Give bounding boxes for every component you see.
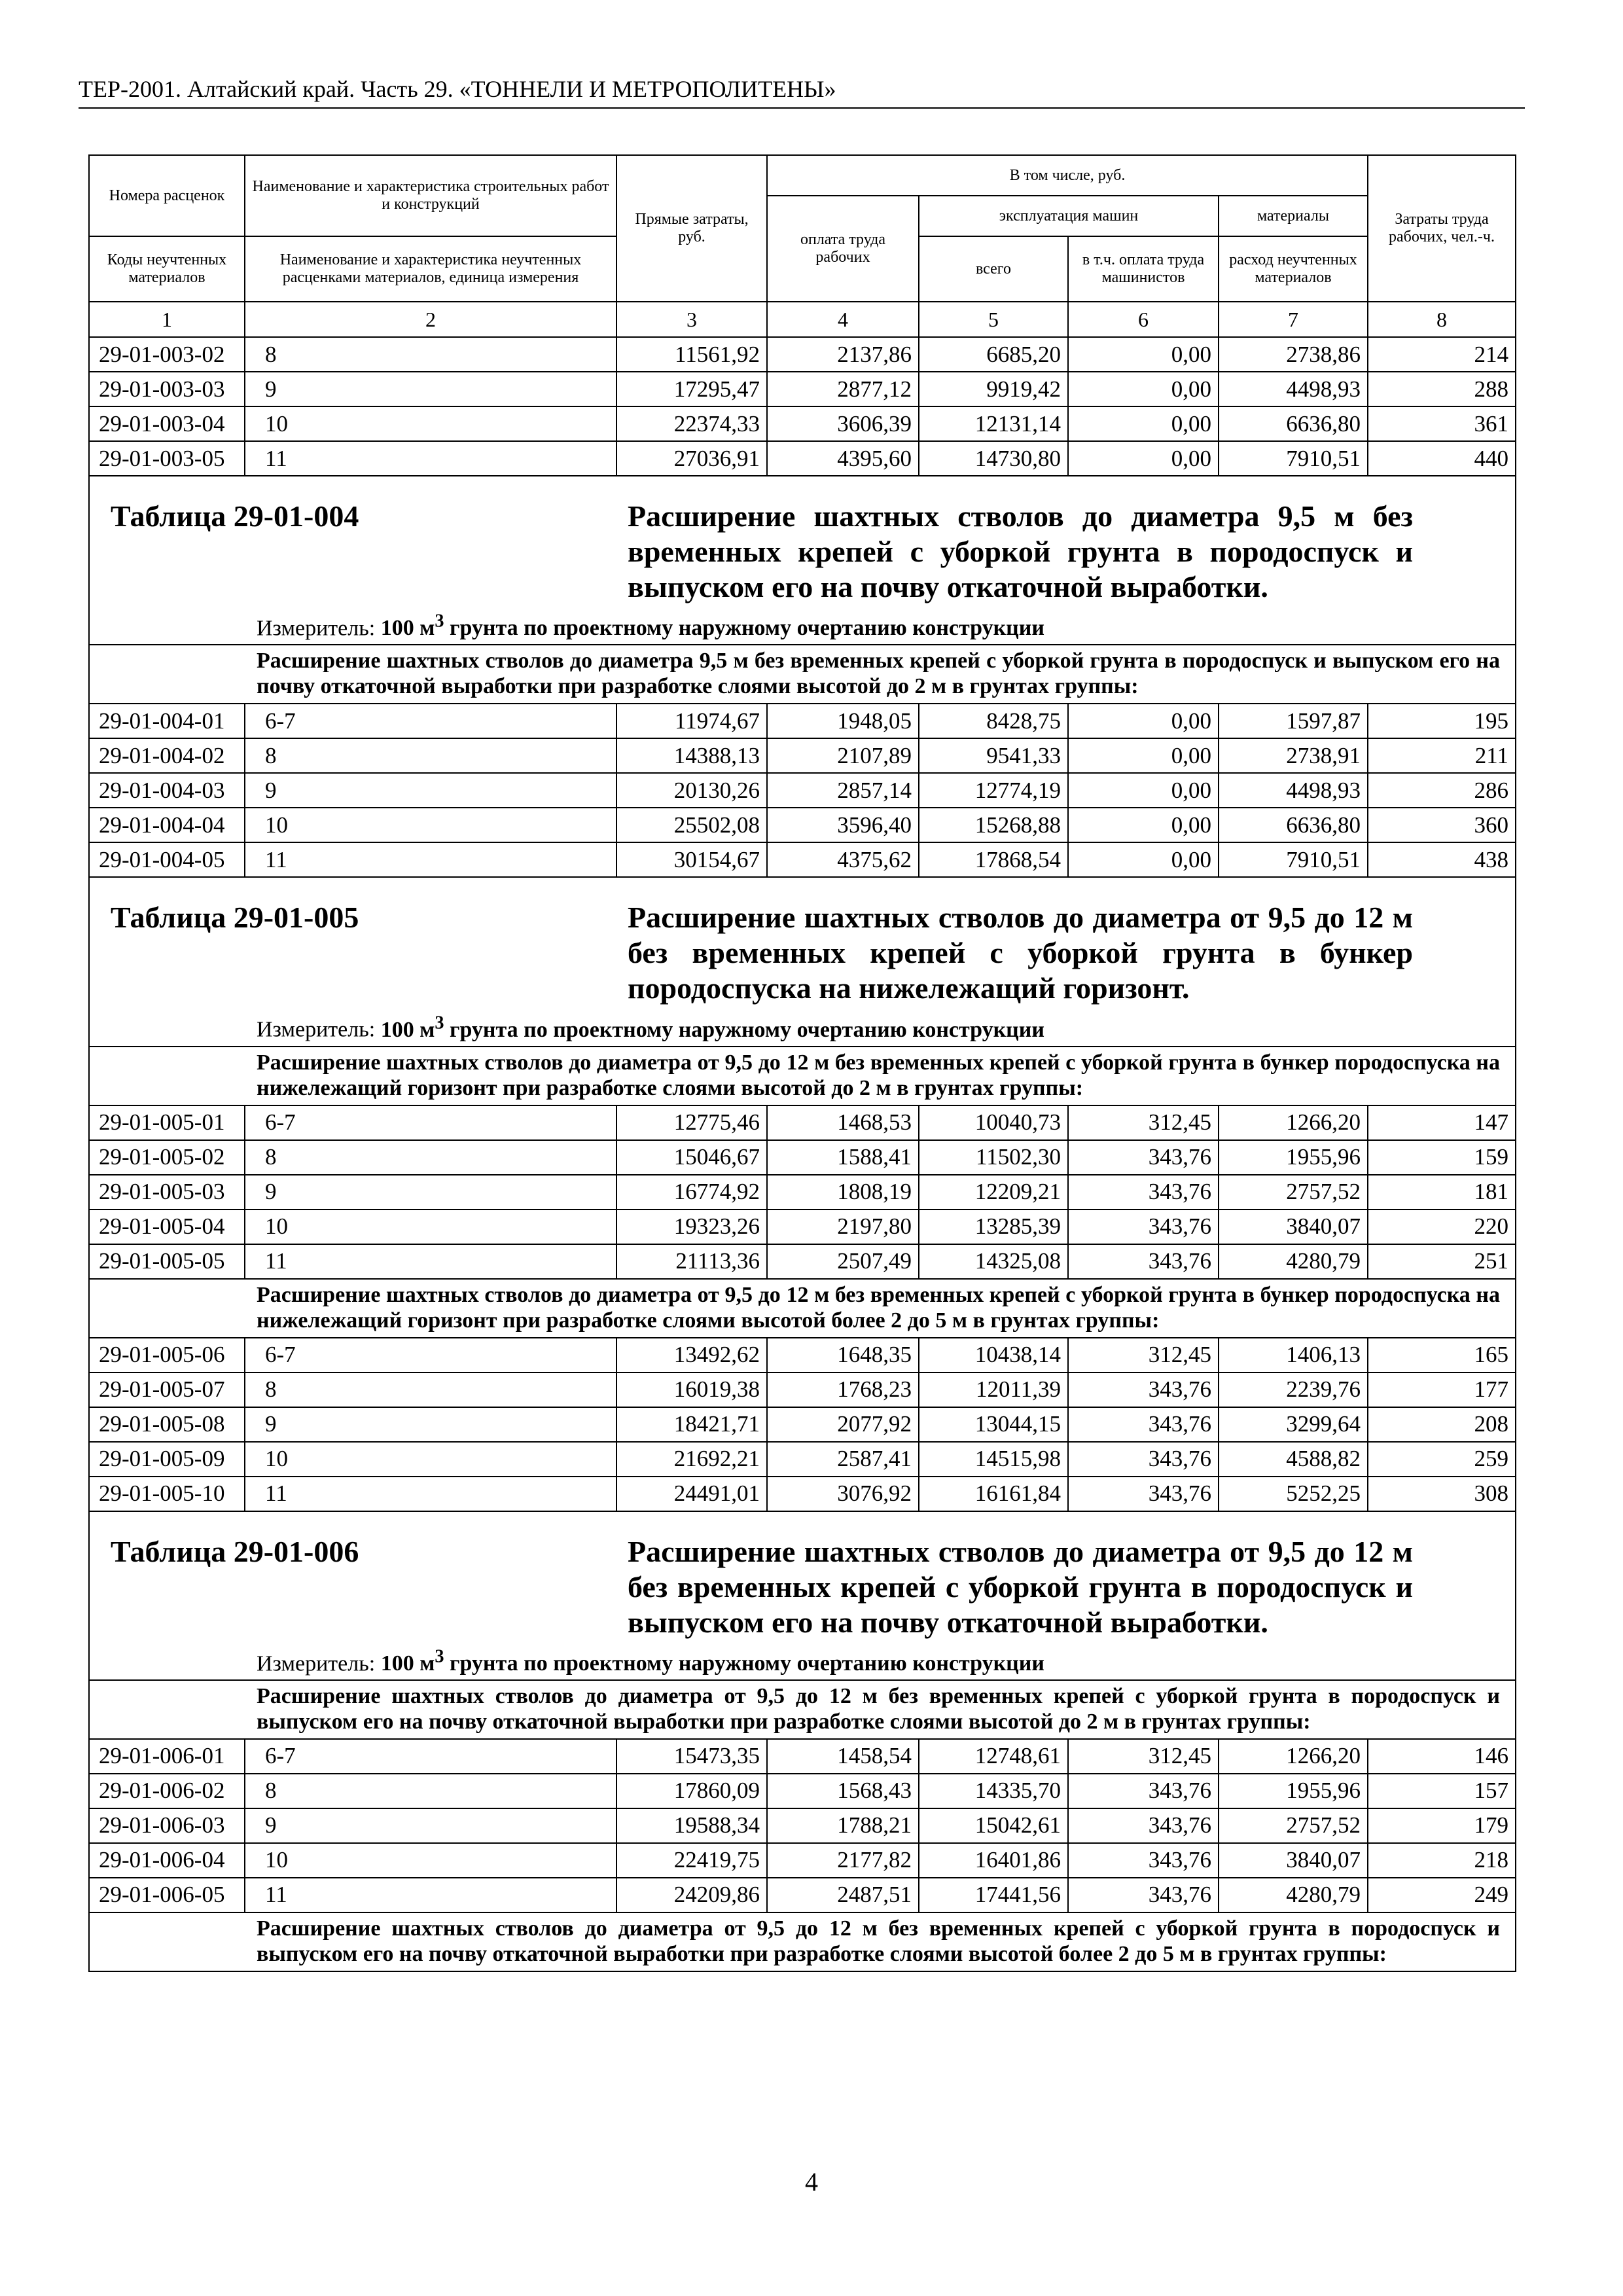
cell-materials: 1955,96 bbox=[1219, 1774, 1368, 1808]
cell-machines: 12011,39 bbox=[919, 1372, 1068, 1407]
col-including: В том числе, руб. bbox=[767, 155, 1368, 196]
cell-code: 29-01-004-03 bbox=[89, 773, 245, 808]
cell-code: 29-01-005-05 bbox=[89, 1244, 245, 1279]
cell-group: 11 bbox=[245, 842, 616, 877]
cell-code: 29-01-003-03 bbox=[89, 372, 245, 406]
cell-machines: 12748,61 bbox=[919, 1739, 1068, 1774]
cell-code: 29-01-004-05 bbox=[89, 842, 245, 877]
column-number: 1 bbox=[89, 302, 245, 337]
cell-wages: 3076,92 bbox=[767, 1477, 919, 1511]
cell-machines: 14325,08 bbox=[919, 1244, 1068, 1279]
section-heading: Расширение шахтных стволов до диаметра от 9,5 до 12 м без временных крепей с уборкой грунта в породоспуск и выпуском его на почву откаточной выработки при разработке слоями высотой до 2 м в грунтах группы: bbox=[257, 1683, 1500, 1734]
cell-materials: 2239,76 bbox=[1219, 1372, 1368, 1407]
cell-labor: 181 bbox=[1368, 1175, 1516, 1210]
cell-direct: 12775,46 bbox=[616, 1105, 767, 1140]
meter-qty: 100 м bbox=[380, 1651, 435, 1676]
table-row bbox=[89, 1843, 1516, 1878]
section-cell bbox=[89, 1047, 1516, 1105]
cell-group: 8 bbox=[245, 738, 616, 773]
cell-machines: 6685,20 bbox=[919, 337, 1068, 372]
col-material-name: Наименование и характеристика неучтенных расценками материалов, единица измерения bbox=[245, 236, 616, 302]
cell-wages: 2587,41 bbox=[767, 1442, 919, 1477]
table-row bbox=[89, 842, 1516, 877]
unit-of-measure bbox=[257, 1010, 1515, 1043]
col-labor-costs: Затраты труда рабочих, чел.-ч. bbox=[1368, 155, 1516, 302]
rates-table bbox=[88, 154, 1516, 1972]
column-number: 8 bbox=[1368, 302, 1516, 337]
meter-exponent: 3 bbox=[435, 1646, 444, 1667]
table-row bbox=[89, 1407, 1516, 1442]
cell-group: 8 bbox=[245, 337, 616, 372]
cell-operators: 343,76 bbox=[1068, 1878, 1219, 1912]
cell-code: 29-01-006-02 bbox=[89, 1774, 245, 1808]
cell-materials: 1266,20 bbox=[1219, 1105, 1368, 1140]
cell-machines: 13044,15 bbox=[919, 1407, 1068, 1442]
table-header bbox=[89, 155, 1516, 337]
cell-materials: 7910,51 bbox=[1219, 441, 1368, 476]
cell-wages: 2877,12 bbox=[767, 372, 919, 406]
cell-group: 9 bbox=[245, 372, 616, 406]
cell-wages: 1648,35 bbox=[767, 1338, 919, 1372]
cell-labor: 438 bbox=[1368, 842, 1516, 877]
cell-materials: 4498,93 bbox=[1219, 372, 1368, 406]
meter-quantity bbox=[380, 1013, 1044, 1042]
table-heading-cell bbox=[89, 1511, 1516, 1644]
table-title: Расширение шахтных стволов до диаметра 9,5 м без временных крепей с уборкой грунта в породоспуск и выпуском его на почву откаточной выработки. bbox=[628, 499, 1413, 603]
cell-labor: 251 bbox=[1368, 1244, 1516, 1279]
cell-materials: 1406,13 bbox=[1219, 1338, 1368, 1372]
cell-machines: 14730,80 bbox=[919, 441, 1068, 476]
table-heading-cell bbox=[89, 476, 1516, 609]
cell-operators: 0,00 bbox=[1068, 842, 1219, 877]
cell-wages: 4375,62 bbox=[767, 842, 919, 877]
cell-group: 10 bbox=[245, 808, 616, 842]
meter-label: Измеритель: bbox=[257, 1651, 381, 1676]
table-row bbox=[89, 337, 1516, 372]
table-row bbox=[89, 1244, 1516, 1279]
cell-group: 6-7 bbox=[245, 704, 616, 738]
cell-group: 9 bbox=[245, 773, 616, 808]
cell-labor: 259 bbox=[1368, 1442, 1516, 1477]
section-heading: Расширение шахтных стволов до диаметра от 9,5 до 12 м без временных крепей с уборкой грунта в породоспуск и выпуском его на почву откаточной выработки при разработке слоями высотой более 2 до 5 м в грунтах группы: bbox=[257, 1916, 1500, 1966]
table-row bbox=[89, 372, 1516, 406]
meter-cell bbox=[89, 609, 1516, 645]
cell-materials: 4588,82 bbox=[1219, 1442, 1368, 1477]
column-number: 3 bbox=[616, 302, 767, 337]
cell-direct: 17860,09 bbox=[616, 1774, 767, 1808]
cell-direct: 21692,21 bbox=[616, 1442, 767, 1477]
cell-group: 11 bbox=[245, 1244, 616, 1279]
cell-wages: 1568,43 bbox=[767, 1774, 919, 1808]
cell-direct: 15046,67 bbox=[616, 1140, 767, 1175]
section-cell bbox=[89, 645, 1516, 704]
cell-machines: 9541,33 bbox=[919, 738, 1068, 773]
table-body bbox=[89, 337, 1516, 1971]
cell-code: 29-01-005-04 bbox=[89, 1210, 245, 1244]
col-direct-costs: Прямые затраты, руб. bbox=[616, 155, 767, 302]
cell-operators: 343,76 bbox=[1068, 1140, 1219, 1175]
col-machine-operation: эксплуатация машин bbox=[919, 196, 1219, 236]
cell-labor: 146 bbox=[1368, 1739, 1516, 1774]
cell-machines: 9919,42 bbox=[919, 372, 1068, 406]
cell-materials: 3840,07 bbox=[1219, 1210, 1368, 1244]
cell-wages: 2507,49 bbox=[767, 1244, 919, 1279]
cell-labor: 195 bbox=[1368, 704, 1516, 738]
cell-operators: 0,00 bbox=[1068, 441, 1219, 476]
cell-machines: 11502,30 bbox=[919, 1140, 1068, 1175]
cell-labor: 157 bbox=[1368, 1774, 1516, 1808]
cell-operators: 343,76 bbox=[1068, 1372, 1219, 1407]
table-row bbox=[89, 773, 1516, 808]
cell-operators: 0,00 bbox=[1068, 704, 1219, 738]
cell-code: 29-01-004-02 bbox=[89, 738, 245, 773]
cell-labor: 218 bbox=[1368, 1843, 1516, 1878]
meter-description: грунта по проектному наружному очертанию конструкции bbox=[444, 1651, 1044, 1676]
cell-code: 29-01-005-08 bbox=[89, 1407, 245, 1442]
cell-direct: 19588,34 bbox=[616, 1808, 767, 1843]
cell-machines: 14515,98 bbox=[919, 1442, 1068, 1477]
cell-labor: 159 bbox=[1368, 1140, 1516, 1175]
cell-labor: 208 bbox=[1368, 1407, 1516, 1442]
table-heading-cell bbox=[89, 877, 1516, 1010]
cell-group: 10 bbox=[245, 1843, 616, 1878]
section-heading: Расширение шахтных стволов до диаметра 9,5 м без временных крепей с уборкой грунта в породоспуск и выпуском его на почву откаточной выработки при разработке слоями высотой до 2 м в грунтах группы: bbox=[257, 649, 1500, 699]
cell-group: 6-7 bbox=[245, 1739, 616, 1774]
meter-quantity bbox=[380, 611, 1044, 641]
cell-code: 29-01-006-01 bbox=[89, 1739, 245, 1774]
cell-group: 9 bbox=[245, 1407, 616, 1442]
meter-cell bbox=[89, 1010, 1516, 1046]
cell-direct: 30154,67 bbox=[616, 842, 767, 877]
col-rate-numbers: Номера расценок bbox=[89, 155, 245, 236]
cell-direct: 15473,35 bbox=[616, 1739, 767, 1774]
cell-wages: 2177,82 bbox=[767, 1843, 919, 1878]
cell-group: 10 bbox=[245, 1210, 616, 1244]
cell-group: 8 bbox=[245, 1140, 616, 1175]
unit-of-measure bbox=[257, 1644, 1515, 1677]
col-work-name: Наименование и характеристика строительных работ и конструкций bbox=[245, 155, 616, 236]
cell-labor: 211 bbox=[1368, 738, 1516, 773]
cell-operators: 343,76 bbox=[1068, 1175, 1219, 1210]
table-heading bbox=[111, 1534, 1501, 1640]
cell-direct: 16774,92 bbox=[616, 1175, 767, 1210]
cell-machines: 15268,88 bbox=[919, 808, 1068, 842]
cell-wages: 2197,80 bbox=[767, 1210, 919, 1244]
table-row bbox=[89, 1175, 1516, 1210]
cell-group: 8 bbox=[245, 1372, 616, 1407]
table-row bbox=[89, 406, 1516, 441]
cell-materials: 6636,80 bbox=[1219, 406, 1368, 441]
cell-direct: 21113,36 bbox=[616, 1244, 767, 1279]
cell-direct: 27036,91 bbox=[616, 441, 767, 476]
cell-operators: 343,76 bbox=[1068, 1244, 1219, 1279]
cell-operators: 343,76 bbox=[1068, 1774, 1219, 1808]
cell-wages: 3596,40 bbox=[767, 808, 919, 842]
cell-operators: 0,00 bbox=[1068, 808, 1219, 842]
cell-wages: 1468,53 bbox=[767, 1105, 919, 1140]
cell-code: 29-01-003-02 bbox=[89, 337, 245, 372]
cell-materials: 7910,51 bbox=[1219, 842, 1368, 877]
cell-labor: 214 bbox=[1368, 337, 1516, 372]
section-cell bbox=[89, 1680, 1516, 1739]
cell-wages: 2487,51 bbox=[767, 1878, 919, 1912]
cell-operators: 0,00 bbox=[1068, 372, 1219, 406]
cell-machines: 8428,75 bbox=[919, 704, 1068, 738]
cell-group: 10 bbox=[245, 1442, 616, 1477]
cell-materials: 4498,93 bbox=[1219, 773, 1368, 808]
cell-materials: 2757,52 bbox=[1219, 1175, 1368, 1210]
cell-direct: 18421,71 bbox=[616, 1407, 767, 1442]
col-operator-wages: в т.ч. оплата труда машинистов bbox=[1068, 236, 1219, 302]
cell-machines: 10040,73 bbox=[919, 1105, 1068, 1140]
table-row bbox=[89, 1774, 1516, 1808]
col-material-codes: Коды неучтенных материалов bbox=[89, 236, 245, 302]
cell-code: 29-01-005-03 bbox=[89, 1175, 245, 1210]
section-heading: Расширение шахтных стволов до диаметра от 9,5 до 12 м без временных крепей с уборкой грунта в бункер породоспуска на нижележащий горизонт при разработке слоями высотой более 2 до 5 м в грунтах группы: bbox=[257, 1282, 1500, 1333]
cell-code: 29-01-005-09 bbox=[89, 1442, 245, 1477]
cell-wages: 3606,39 bbox=[767, 406, 919, 441]
cell-machines: 10438,14 bbox=[919, 1338, 1068, 1372]
cell-materials: 3299,64 bbox=[1219, 1407, 1368, 1442]
cell-wages: 1588,41 bbox=[767, 1140, 919, 1175]
cell-operators: 312,45 bbox=[1068, 1105, 1219, 1140]
cell-labor: 288 bbox=[1368, 372, 1516, 406]
table-row bbox=[89, 808, 1516, 842]
col-machines-total: всего bbox=[919, 236, 1068, 302]
section-heading: Расширение шахтных стволов до диаметра от 9,5 до 12 м без временных крепей с уборкой грунта в бункер породоспуска на нижележащий горизонт при разработке слоями высотой до 2 м в грунтах группы: bbox=[257, 1050, 1500, 1100]
table-row bbox=[89, 1210, 1516, 1244]
cell-group: 6-7 bbox=[245, 1338, 616, 1372]
table-row bbox=[89, 1372, 1516, 1407]
meter-label: Измеритель: bbox=[257, 1017, 381, 1042]
cell-direct: 24491,01 bbox=[616, 1477, 767, 1511]
cell-operators: 343,76 bbox=[1068, 1210, 1219, 1244]
cell-machines: 17441,56 bbox=[919, 1878, 1068, 1912]
cell-operators: 0,00 bbox=[1068, 738, 1219, 773]
table-title: Расширение шахтных стволов до диаметра от 9,5 до 12 м без временных крепей с уборкой грунта в бункер породоспуска на нижележащий горизонт. bbox=[628, 901, 1413, 1005]
cell-direct: 25502,08 bbox=[616, 808, 767, 842]
col-wages: оплата труда рабочих bbox=[767, 196, 919, 302]
table-row bbox=[89, 1739, 1516, 1774]
cell-group: 9 bbox=[245, 1175, 616, 1210]
table-row bbox=[89, 441, 1516, 476]
cell-code: 29-01-005-10 bbox=[89, 1477, 245, 1511]
table-row bbox=[89, 738, 1516, 773]
cell-wages: 1808,19 bbox=[767, 1175, 919, 1210]
cell-machines: 12209,21 bbox=[919, 1175, 1068, 1210]
cell-materials: 1955,96 bbox=[1219, 1140, 1368, 1175]
table-number: Таблица 29-01-006 bbox=[111, 1534, 359, 1568]
cell-machines: 12131,14 bbox=[919, 406, 1068, 441]
cell-operators: 0,00 bbox=[1068, 337, 1219, 372]
cell-labor: 177 bbox=[1368, 1372, 1516, 1407]
cell-direct: 24209,86 bbox=[616, 1878, 767, 1912]
cell-direct: 14388,13 bbox=[616, 738, 767, 773]
cell-code: 29-01-005-02 bbox=[89, 1140, 245, 1175]
cell-code: 29-01-006-05 bbox=[89, 1878, 245, 1912]
cell-wages: 2077,92 bbox=[767, 1407, 919, 1442]
table-title: Расширение шахтных стволов до диаметра от 9,5 до 12 м без временных крепей с уборкой грунта в породоспуск и выпуском его на почву откаточной выработки. bbox=[628, 1534, 1413, 1639]
cell-materials: 5252,25 bbox=[1219, 1477, 1368, 1511]
section-cell bbox=[89, 1279, 1516, 1338]
cell-code: 29-01-004-01 bbox=[89, 704, 245, 738]
cell-direct: 22374,33 bbox=[616, 406, 767, 441]
meter-exponent: 3 bbox=[435, 611, 444, 632]
cell-materials: 6636,80 bbox=[1219, 808, 1368, 842]
cell-wages: 2107,89 bbox=[767, 738, 919, 773]
cell-group: 10 bbox=[245, 406, 616, 441]
cell-direct: 20130,26 bbox=[616, 773, 767, 808]
table-row bbox=[89, 1477, 1516, 1511]
cell-group: 11 bbox=[245, 1477, 616, 1511]
cell-materials: 4280,79 bbox=[1219, 1244, 1368, 1279]
cell-materials: 1266,20 bbox=[1219, 1739, 1368, 1774]
meter-description: грунта по проектному наружному очертанию конструкции bbox=[444, 1017, 1044, 1042]
cell-wages: 1768,23 bbox=[767, 1372, 919, 1407]
column-number: 2 bbox=[245, 302, 616, 337]
cell-labor: 147 bbox=[1368, 1105, 1516, 1140]
meter-description: грунта по проектному наружному очертанию конструкции bbox=[444, 616, 1044, 641]
cell-wages: 1788,21 bbox=[767, 1808, 919, 1843]
section-cell bbox=[89, 1912, 1516, 1971]
cell-direct: 16019,38 bbox=[616, 1372, 767, 1407]
cell-direct: 22419,75 bbox=[616, 1843, 767, 1878]
table-row bbox=[89, 1140, 1516, 1175]
column-number: 4 bbox=[767, 302, 919, 337]
meter-cell bbox=[89, 1644, 1516, 1680]
cell-code: 29-01-005-07 bbox=[89, 1372, 245, 1407]
column-number: 7 bbox=[1219, 302, 1368, 337]
cell-direct: 11974,67 bbox=[616, 704, 767, 738]
cell-code: 29-01-004-04 bbox=[89, 808, 245, 842]
cell-code: 29-01-006-03 bbox=[89, 1808, 245, 1843]
table-row bbox=[89, 1442, 1516, 1477]
cell-operators: 0,00 bbox=[1068, 773, 1219, 808]
meter-label: Измеритель: bbox=[257, 616, 381, 641]
cell-materials: 2738,91 bbox=[1219, 738, 1368, 773]
cell-labor: 286 bbox=[1368, 773, 1516, 808]
cell-group: 11 bbox=[245, 441, 616, 476]
cell-machines: 17868,54 bbox=[919, 842, 1068, 877]
table-row bbox=[89, 1808, 1516, 1843]
column-number: 5 bbox=[919, 302, 1068, 337]
cell-group: 6-7 bbox=[245, 1105, 616, 1140]
cell-direct: 13492,62 bbox=[616, 1338, 767, 1372]
cell-wages: 1458,54 bbox=[767, 1739, 919, 1774]
cell-operators: 343,76 bbox=[1068, 1477, 1219, 1511]
cell-machines: 16401,86 bbox=[919, 1843, 1068, 1878]
table-heading bbox=[111, 499, 1501, 605]
cell-direct: 19323,26 bbox=[616, 1210, 767, 1244]
cell-code: 29-01-005-01 bbox=[89, 1105, 245, 1140]
table-number: Таблица 29-01-004 bbox=[111, 499, 359, 533]
cell-labor: 179 bbox=[1368, 1808, 1516, 1843]
cell-operators: 0,00 bbox=[1068, 406, 1219, 441]
cell-wages: 1948,05 bbox=[767, 704, 919, 738]
cell-materials: 3840,07 bbox=[1219, 1843, 1368, 1878]
table-heading bbox=[111, 900, 1501, 1006]
col-materials: материалы bbox=[1219, 196, 1368, 236]
cell-operators: 312,45 bbox=[1068, 1338, 1219, 1372]
cell-materials: 4280,79 bbox=[1219, 1878, 1368, 1912]
cell-operators: 343,76 bbox=[1068, 1442, 1219, 1477]
cell-operators: 343,76 bbox=[1068, 1843, 1219, 1878]
cell-operators: 312,45 bbox=[1068, 1739, 1219, 1774]
col-unaccounted-materials: расход неучтенных материалов bbox=[1219, 236, 1368, 302]
cell-labor: 165 bbox=[1368, 1338, 1516, 1372]
cell-wages: 4395,60 bbox=[767, 441, 919, 476]
cell-materials: 2738,86 bbox=[1219, 337, 1368, 372]
cell-labor: 220 bbox=[1368, 1210, 1516, 1244]
cell-materials: 2757,52 bbox=[1219, 1808, 1368, 1843]
cell-code: 29-01-006-04 bbox=[89, 1843, 245, 1878]
cell-operators: 343,76 bbox=[1068, 1808, 1219, 1843]
cell-wages: 2137,86 bbox=[767, 337, 919, 372]
cell-code: 29-01-005-06 bbox=[89, 1338, 245, 1372]
table-number: Таблица 29-01-005 bbox=[111, 901, 359, 935]
table-row bbox=[89, 1105, 1516, 1140]
cell-code: 29-01-003-05 bbox=[89, 441, 245, 476]
meter-exponent: 3 bbox=[435, 1013, 444, 1033]
cell-direct: 17295,47 bbox=[616, 372, 767, 406]
cell-direct: 11561,92 bbox=[616, 337, 767, 372]
cell-group: 11 bbox=[245, 1878, 616, 1912]
meter-qty: 100 м bbox=[380, 1017, 435, 1042]
cell-code: 29-01-003-04 bbox=[89, 406, 245, 441]
cell-materials: 1597,87 bbox=[1219, 704, 1368, 738]
cell-machines: 16161,84 bbox=[919, 1477, 1068, 1511]
page-header: ТЕР-2001. Алтайский край. Часть 29. «ТОННЕЛИ И МЕТРОПОЛИТЕНЫ» bbox=[79, 73, 1525, 109]
cell-labor: 440 bbox=[1368, 441, 1516, 476]
table-row bbox=[89, 1338, 1516, 1372]
cell-group: 8 bbox=[245, 1774, 616, 1808]
cell-machines: 15042,61 bbox=[919, 1808, 1068, 1843]
column-number: 6 bbox=[1068, 302, 1219, 337]
cell-labor: 308 bbox=[1368, 1477, 1516, 1511]
cell-wages: 2857,14 bbox=[767, 773, 919, 808]
cell-group: 9 bbox=[245, 1808, 616, 1843]
unit-of-measure bbox=[257, 609, 1515, 641]
cell-labor: 249 bbox=[1368, 1878, 1516, 1912]
cell-operators: 343,76 bbox=[1068, 1407, 1219, 1442]
table-row bbox=[89, 1878, 1516, 1912]
cell-labor: 360 bbox=[1368, 808, 1516, 842]
page-number: 4 bbox=[805, 2167, 818, 2197]
cell-labor: 361 bbox=[1368, 406, 1516, 441]
cell-machines: 12774,19 bbox=[919, 773, 1068, 808]
cell-machines: 13285,39 bbox=[919, 1210, 1068, 1244]
table-row bbox=[89, 704, 1516, 738]
meter-qty: 100 м bbox=[380, 616, 435, 641]
cell-machines: 14335,70 bbox=[919, 1774, 1068, 1808]
meter-quantity bbox=[380, 1646, 1044, 1676]
